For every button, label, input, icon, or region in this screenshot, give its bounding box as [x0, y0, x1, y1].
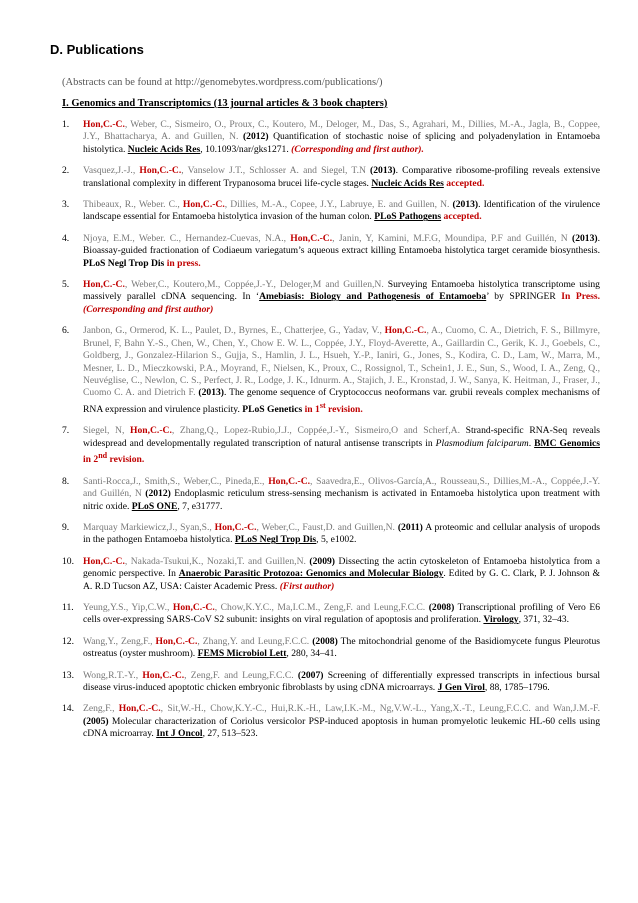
- pub-details: , 371, 32–43.: [518, 614, 569, 626]
- authors-before: Wang,Y., Zeng,F.,: [83, 635, 156, 647]
- authors: , Zhang,Y. and Leung,F.C.C.: [197, 635, 310, 647]
- pub-year: (2012): [145, 488, 171, 500]
- pub-title: . Comparative ribosome-profiling reveals extensive translational complexity in different Trypanosoma brucei life-cycle stages.: [83, 165, 600, 189]
- pub-status: accepted.: [446, 177, 485, 189]
- pub-details: , 280, 34–41.: [286, 648, 337, 660]
- journal-name: Nucleic Acids Res: [371, 177, 444, 189]
- pub-title: A proteomic and cellular analysis of uropods in the pathogen Entamoeba histolytica.: [83, 521, 601, 546]
- pub-title: Molecular characterization of Coriolus versicolor PSP-induced apoptosis in human promyelotic leukemic HL-60 cells using cDNA microarray.: [83, 715, 600, 740]
- highlight-author: Hon,C.-C.: [268, 475, 311, 487]
- pub-year: (2013): [198, 387, 224, 399]
- journal-name: PLoS Pathogens: [374, 211, 442, 223]
- abstracts-prefix: (Abstracts can be found at: [62, 77, 175, 88]
- abstracts-link[interactable]: http://genomebytes.wordpress.com/publications/: [174, 77, 379, 88]
- authors-before: Marquay Markiewicz,J., Syan,S.,: [83, 521, 215, 533]
- publication-number: 9.: [62, 521, 70, 533]
- authors: , Zeng,F. and Leung,F.C.C.: [184, 669, 294, 681]
- publication-number: 12.: [62, 635, 74, 647]
- pub-title-italic: Plasmodium falciparum: [435, 437, 529, 449]
- highlight-author: Hon,C.-C.: [130, 425, 172, 437]
- authors: , Zhang,Q., Lopez-Rubio,J.J., Coppée,J.-Y., Sismeiro,O and Scherf,A.: [171, 425, 460, 437]
- subsection-title: I. Genomics and Transcriptomics (13 journal articles & 3 book chapters): [62, 98, 388, 109]
- pub-year: (2013): [572, 232, 598, 244]
- abstracts-suffix: ): [378, 77, 383, 88]
- authors: , Nakada-Tsukui,K., Nozaki,T. and Guillen,N.: [124, 555, 306, 567]
- publication-number: 5.: [62, 279, 70, 291]
- journal-name: Int J Oncol: [156, 728, 203, 740]
- authors: , Saavedra,E., Olivos-García,A., Rousseau,S., Dillies,M.-A., Coppée,J.-Y. and Guillén, N: [83, 475, 600, 500]
- journal-name: FEMS Microbiol Lett: [197, 648, 287, 660]
- pub-details: , 10.1093/nar/gks1271.: [200, 143, 289, 155]
- highlight-author: Hon,C.-C.: [384, 325, 427, 337]
- pub-title: Endoplasmic reticulum stress-sensing mechanism is activated in Entamoeba histolytica upon treatment with nitric oxide.: [83, 488, 600, 512]
- authors-before: Njoya, E.M., Weber. C., Hernandez-Cuevas, N.A.,: [83, 232, 291, 244]
- pub-title: Screening of differentially expressed transcripts in infectious bursal disease virus-induced apoptotic chicken embryonic fibroblasts by using cDNA microarrays.: [83, 669, 601, 693]
- authors-before: Janbon, G., Ormerod, K. L., Paulet, D., Byrnes, E., Chatterjee, G., Yadav, V.,: [83, 325, 385, 337]
- pub-title: Dissecting the actin cytoskeleton of Entamoeba histolytica from a genomic perspective. In: [83, 555, 600, 580]
- pub-status-note: (Corresponding and first author): [83, 303, 214, 315]
- publication-number: 13.: [62, 669, 74, 681]
- pub-title: Surveying Entamoeba histolytica transcriptome using massively parallel cDNA sequencing. In ‘: [83, 279, 600, 303]
- pub-details: , 27, 513–523.: [202, 728, 258, 740]
- journal-name: J Gen Virol: [437, 682, 485, 693]
- pub-status: [83, 451, 145, 466]
- publication-number: 4.: [62, 232, 70, 244]
- journal-name: PLoS ONE: [131, 500, 178, 512]
- publication-item: [50, 703, 600, 740]
- publication-number: 14.: [62, 703, 74, 715]
- authors-before: Thibeaux, R., Weber. C.,: [83, 199, 183, 211]
- pub-title: Transcriptional profiling of Vero E6 cells over-expressing SARS-CoV S2 subunit: insights on viral regulation of apoptosis and proliferation.: [83, 601, 601, 626]
- journal-name: Virology: [483, 614, 519, 626]
- authors-before: Vasquez,J.-J.,: [83, 165, 140, 177]
- authors: , Chow,K.Y.C., Ma,I.C.M., Zeng,F. and Leung,F.C.C.: [214, 601, 426, 613]
- publication-item: [50, 602, 600, 627]
- pub-details: , 5, e1002.: [316, 534, 357, 546]
- publication-item: [50, 199, 600, 224]
- pub-details: , 88, 1785–1796.: [484, 682, 550, 693]
- publication-item: [50, 165, 600, 190]
- pub-title: Strand-specific RNA-Seq reveals widespread and developmentally regulated transcription of natural antisense transcripts in: [83, 425, 600, 449]
- publication-number: 7.: [62, 425, 70, 437]
- authors-before: Zeng,F.,: [83, 703, 119, 715]
- highlight-author: Hon,C.-C.: [172, 601, 215, 613]
- publication-number: 3.: [62, 199, 70, 211]
- journal-name: PLoS Negl Trop Dis: [234, 534, 317, 546]
- highlight-author: Hon,C.-C.: [83, 119, 125, 130]
- pub-year: (2007): [297, 669, 324, 681]
- status-prefix: in 1: [304, 403, 320, 415]
- pub-year: (2008): [428, 601, 455, 613]
- authors: , Janin, Y, Kamini, M.F.G, Moundipa, P.F and Guillén, N: [332, 232, 568, 244]
- highlight-author: Hon,C.-C.: [290, 232, 333, 244]
- pub-title: Quantification of stochastic noise of splicing and polyadenylation in Entamoeba histolytica.: [83, 131, 600, 155]
- authors: , Weber,C., Faust,D. and Guillen,N.: [256, 521, 395, 533]
- authors: , Vanselow J.T., Schlosser A. and Siegel, T.N: [181, 165, 366, 177]
- status-superscript: nd: [98, 451, 108, 461]
- publication-item: [50, 119, 600, 156]
- publication-item: [50, 670, 600, 695]
- pub-year: (2008): [312, 635, 338, 647]
- publication-number: 10.: [62, 555, 74, 567]
- status-text: revision.: [328, 403, 363, 415]
- publication-item: [50, 476, 600, 513]
- pub-year: (2009): [309, 555, 335, 567]
- pub-details: ’ by SPRINGER: [486, 291, 556, 303]
- pub-status: (First author): [279, 580, 335, 592]
- highlight-author: Hon,C.-C.: [139, 165, 182, 177]
- highlight-author: Hon,C.-C.: [83, 279, 125, 291]
- journal-name: PLoS Genetics: [242, 403, 303, 415]
- pub-title: . Bioassay-guided fractionation of Codiaeum variegatum’s aqueous extract killing Entamoeba histolytica target ceramide biosynthesis.: [83, 232, 600, 257]
- status-text: revision.: [109, 454, 145, 466]
- publication-number: 1.: [62, 119, 70, 130]
- journal-name: Nucleic Acids Res: [127, 143, 201, 155]
- status-superscript: st: [319, 400, 326, 410]
- pub-status: In Press.: [561, 291, 600, 303]
- section-heading: D. Publications: [50, 42, 144, 57]
- pub-title: . Identification of the virulence landscape essential for Entamoeba histolytica invasion of the human colon.: [83, 199, 600, 223]
- publication-item: [50, 556, 600, 593]
- highlight-author: Hon,C.-C.: [118, 703, 161, 715]
- authors: , Weber,C., Koutero,M., Coppée,J.-Y., Deloger,M and Guillen,N.: [124, 279, 384, 291]
- book-title: Anaerobic Parasitic Protozoa: Genomics and Molecular Biology: [178, 568, 444, 580]
- authors-before: Santi-Rocca,J., Smith,S., Weber,C., Pineda,E.,: [83, 475, 269, 487]
- publication-item: 7. Siegel, N, Hon,C.-C., Zhang,Q., Lopez-Rubio,J.J., Coppée,J.-Y., Sismeiro,O and Scherf,A. Strand-specific RNA-Seq reveals widespread and developmentally regulated transcription of natural antisense transcripts in Plasmodium falciparum. BMC Genomics in 2nd revision.: [62, 425, 600, 466]
- pub-status: in press.: [166, 257, 201, 269]
- pub-title: The mitochondrial genome of the Basidiomycete fungus Pleurotus ostreatus (oyster mushroom).: [83, 635, 601, 660]
- authors-before: Siegel, N,: [83, 425, 130, 437]
- abstracts-note: [62, 77, 600, 88]
- authors: , Sit,W.-H., Chow,K.Y.-C., Hui,R.K.-H., Law,I.K.-M., Ng,V.W.-L., Yang,X.-T., Leung,F.C.C. and Wan,J.M.-F.: [160, 703, 600, 715]
- book-title: Amebiasis: Biology and Pathogenesis of Entamoeba: [259, 291, 487, 303]
- highlight-author: Hon,C.-C.: [155, 635, 198, 647]
- authors: , Dillies, M.-A., Copee, J.Y., Labruye, E. and Guillen, N.: [224, 199, 450, 211]
- pub-year: (2013): [370, 165, 396, 177]
- publication-number: 8.: [62, 475, 70, 487]
- publication-list: [50, 119, 600, 741]
- pub-title: . The genome sequence of Cryptococcus neoformans var. grubii reveals complex mechanisms of RNA expression and virulence plasticity.: [83, 387, 600, 415]
- publication-number: 6.: [62, 325, 70, 337]
- pub-status: accepted.: [443, 211, 482, 223]
- journal-name: PLoS Negl Trop Dis: [83, 257, 165, 269]
- authors-before: Yeung,Y.S., Yip,C.W.,: [83, 601, 173, 613]
- authors-before: Wong,R.T.-Y.,: [83, 669, 143, 681]
- journal-name: BMC Genomics: [534, 437, 600, 449]
- authors: , A., Cuomo, C. A., Dietrich, F. S., Billmyre, Brunel, F, Bahn Y.-S., Chen, W., Chen, Y., Chow E. W. L., Coppée, J.Y., Floyd-Averette, A., Gaillardin C., Gerik, K. J., Goebels, C., Goldberg, J., Gonzalez-Hilarion S., Gujja, S., Hamlin, J. L., Hsueh, Y.-P., Ianiri, G., Jones, S., Kodira, C. D., Lam, W., Marra, M., Mesner, L. D., Mieczkowski, P.A., Moyrand, F., Nielsen, K., Proux, C., Rossignol, T., Schein1, J. E., Sun, S., Wood, I. A., Zeng, Q., Neuvéglise, C., Newlon, C. S., Perfect, J. R., Lodge, J. K., Idnurm. A., Stajich, J. E., Kronstad, J. W., Sanya, K. Heitman, J., Fraser, J., Cuomo C. A. and Dietrich F.: [83, 325, 600, 399]
- publication-number: 11.: [62, 601, 74, 613]
- pub-status: (Corresponding and first author).: [291, 143, 424, 155]
- authors: , Weber, C., Sismeiro, O., Proux, C., Koutero, M., Deloger, M., Das, S., Agrahari, M., Dillies, M.-A., Jagla, B., Coppee, J.Y., Bhattacharya, A. and Guillen, N.: [83, 119, 600, 143]
- highlight-author: Hon,C.-C.: [214, 521, 257, 533]
- publication-item: [50, 522, 600, 547]
- highlight-author: Hon,C.-C.: [142, 669, 185, 681]
- publication-item: [50, 636, 600, 661]
- highlight-author: Hon,C.-C.: [83, 555, 125, 567]
- pub-year: (2012): [242, 131, 269, 143]
- publication-number: 2.: [62, 165, 70, 177]
- pub-year: (2013): [452, 199, 479, 211]
- publication-item: [50, 279, 600, 316]
- publication-item: [50, 325, 600, 416]
- pub-year: (2011): [397, 521, 423, 533]
- pub-status: [304, 400, 363, 415]
- pub-year: (2005): [83, 715, 109, 727]
- pub-details: . Edited by G. C. Clark, P. J. Johnson & A. R.D Tucson AZ, USA: Caister Academic Press.: [83, 568, 600, 592]
- highlight-author: Hon,C.-C.: [182, 199, 225, 211]
- status-prefix: in 2: [83, 454, 99, 466]
- pub-details: , 7, e31777.: [177, 500, 223, 512]
- publication-item: [50, 233, 600, 270]
